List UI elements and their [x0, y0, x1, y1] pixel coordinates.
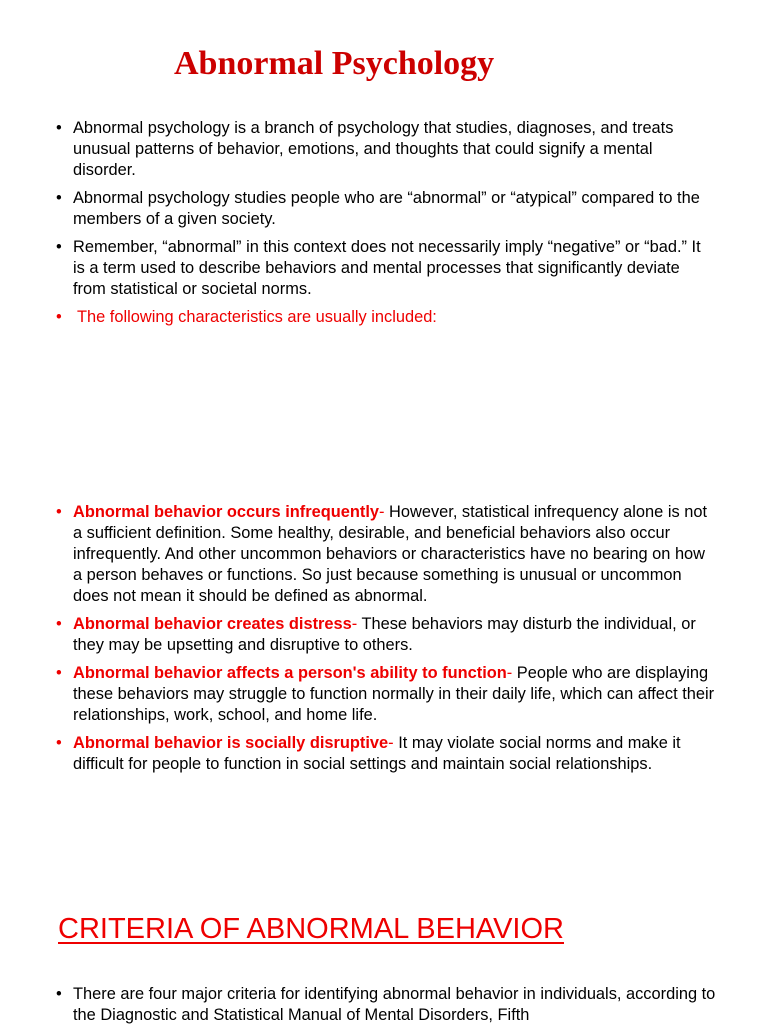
- characteristic-text: People who are displaying these behaviors may struggle to function normally in their daily life, which can affect their relationships, work, school, and home life.: [73, 664, 715, 724]
- characteristics-list: [56, 502, 716, 782]
- dash: -: [351, 615, 358, 633]
- intro-bullet-item: [56, 188, 716, 230]
- characteristic-term: Abnormal behavior creates distress: [73, 615, 352, 633]
- criteria-bullet-list: [56, 984, 716, 1033]
- dash: -: [506, 664, 513, 682]
- page-title: Abnormal Psychology: [174, 45, 495, 82]
- bullet-icon: •: [56, 615, 62, 633]
- bullet-icon: •: [56, 503, 62, 521]
- bullet-icon: •: [56, 985, 62, 1003]
- intro-bullet-item: [56, 118, 716, 181]
- criteria-heading: CRITERIA OF ABNORMAL BEHAVIOR: [58, 913, 564, 945]
- characteristic-text: However, statistical infrequency alone is not a sufficient definition. Some healthy, desirable, and beneficial behaviors also occur infrequently. And other uncommon behaviors or characteristics have no bearing on how a person behaves or functions. So just because something is unusual or uncommon does not mean it should be defined as abnormal.: [73, 503, 708, 605]
- bullet-text: Abnormal psychology is a branch of psychology that studies, diagnoses, and treats unusual patterns of behavior, emotions, and thoughts that could signify a mental disorder.: [73, 119, 674, 179]
- characteristic-item: [56, 502, 716, 607]
- dash: -: [388, 734, 394, 752]
- bullet-icon: •: [56, 119, 62, 137]
- bullet-text: Abnormal psychology studies people who are “abnormal” or “atypical” compared to the members of a given society.: [73, 189, 700, 228]
- dash: -: [379, 503, 385, 521]
- bullet-icon: •: [56, 734, 62, 752]
- bullet-text: There are four major criteria for identifying abnormal behavior in individuals, according to the Diagnostic and Statistical Manual of Mental Disorders, Fifth: [73, 985, 716, 1024]
- bullet-icon: •: [56, 308, 62, 326]
- bullet-text: The following characteristics are usually included:: [77, 308, 437, 326]
- bullet-icon: •: [56, 189, 62, 207]
- bullet-icon: •: [56, 238, 62, 256]
- characteristic-term: Abnormal behavior affects a person's ability to function: [73, 664, 507, 682]
- intro-bullet-list: [56, 118, 716, 335]
- bullet-icon: •: [56, 664, 62, 682]
- intro-bullet-item: [56, 237, 716, 300]
- intro-bullet-item-highlight: [56, 307, 716, 328]
- characteristic-text: It may violate social norms and make it difficult for people to function in social settings and maintain social relationships.: [73, 734, 681, 773]
- criteria-bullet-item: [56, 984, 716, 1026]
- characteristic-term: Abnormal behavior is socially disruptive: [73, 734, 389, 752]
- bullet-text: Remember, “abnormal” in this context does not necessarily imply “negative” or “bad.” It is a term used to describe behaviors and mental processes that significantly deviate from statistical or societal norms.: [73, 238, 701, 298]
- characteristic-text: These behaviors may disturb the individual, or they may be upsetting and disruptive to others.: [73, 615, 696, 654]
- characteristic-item: [56, 733, 716, 775]
- characteristic-item: [56, 614, 716, 656]
- characteristic-item: [56, 663, 716, 726]
- characteristic-term: Abnormal behavior occurs infrequently: [73, 503, 380, 521]
